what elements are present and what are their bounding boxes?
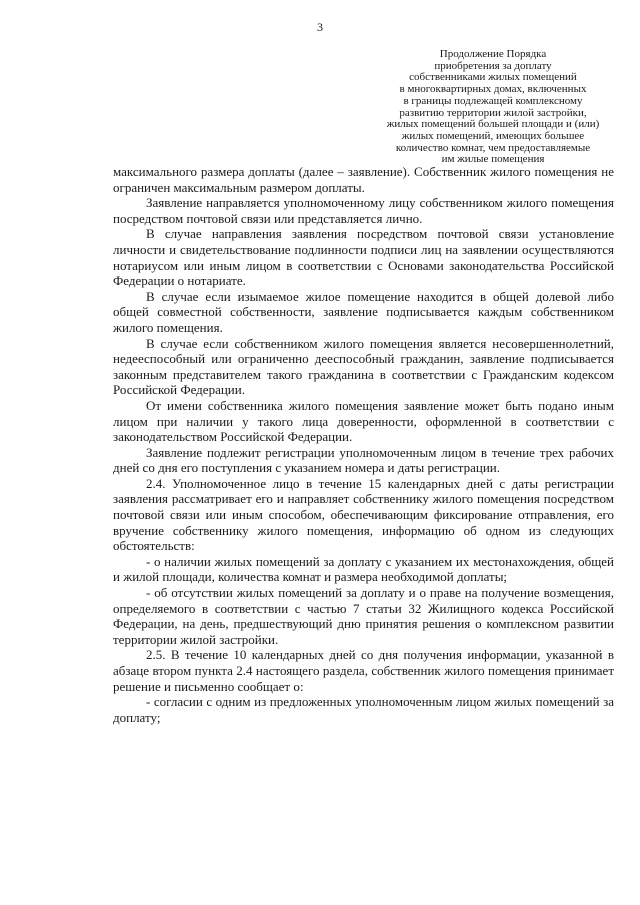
- header-line: в многоквартирных домах, включенных: [399, 83, 587, 96]
- paragraph: Заявление направляется уполномоченному лицу собственником жилого помещения посредством почтовой связи или представляется лично.: [113, 195, 614, 226]
- header-line: собственниками жилых помещений: [409, 71, 577, 84]
- paragraph: От имени собственника жилого помещения заявление может быть подано иным лицом при наличии у такого лица доверенности, оформленной в соответствии с законодательством Российской Федерации.: [113, 397, 614, 445]
- document-body: [113, 164, 614, 725]
- header-line: им жилые помещения: [441, 153, 545, 166]
- list-item: - об отсутствии жилых помещений за доплату и о праве на получение возмещения, определяемого в соответствии с частью 7 статьи 32 Жилищного кодекса Российской Федерации, на день, предшествующий дню принятия решения о комплексном развитии территории жилой застройки.: [113, 585, 614, 647]
- header-line: развитию территории жилой застройки,: [399, 106, 587, 119]
- page-number: 3: [317, 20, 323, 34]
- list-item: - согласии с одним из предложенных уполномоченным лицом жилых помещений за доплату;: [113, 694, 614, 725]
- header-line: жилых помещений, имеющих большее: [401, 129, 585, 142]
- list-item: - о наличии жилых помещений за доплату с указанием их местонахождения, общей и жилой площади, количества комнат и размера необходимой доплаты;: [113, 553, 614, 585]
- header-line: Продолжение Порядка: [439, 48, 547, 60]
- paragraph: Заявление подлежит регистрации уполномоченным лицом в течение трех рабочих дней со дня его поступления с указанием номера и даты регистрации.: [113, 444, 614, 476]
- paragraph: В случае направления заявления посредством почтовой связи установление личности и свидетельствование подлинности подписи лиц на заявлении осуществляются нотариусом или иным лицом в соответствии с Основами законодательства Российской Федерации о нотариате.: [113, 226, 614, 289]
- header-line: в границы подлежащей комплексному: [403, 94, 583, 107]
- paragraph: В случае если изымаемое жилое помещение находится в общей долевой либо общей совместной собственности, заявление подписывается каждым собственником жилого помещения.: [113, 288, 614, 335]
- header-line: приобретения за доплату: [434, 59, 552, 72]
- paragraph: В случае если собственником жилого помещения является несовершеннолетний, недееспособный или ограниченно дееспособный гражданин, заявление подписывается законным представителем такого гражданина в соответствии с Гражданским кодексом Российской Федерации.: [113, 335, 614, 398]
- header-line: жилых помещений большей площади и (или): [386, 118, 600, 131]
- document-header: [368, 49, 618, 166]
- section-paragraph-2-4: 2.4. Уполномоченное лицо в течение 15 календарных дней с даты регистрации заявления рассматривает его и направляет собственнику жилого помещения посредством почтовой связи или иным способом, обеспечивающим фиксирование отправления, его вручение собственнику жилого помещения, информацию об одном из следующих обстоятельств:: [113, 475, 614, 554]
- header-line: количество комнат, чем предоставляемые: [395, 141, 591, 154]
- paragraph: максимального размера доплаты (далее – заявление). Собственник жилого помещения не ограничен максимальным размером доплаты.: [113, 164, 614, 195]
- section-paragraph-2-5: 2.5. В течение 10 календарных дней со дня получения информации, указанной в абзаце втором пункта 2.4 настоящего раздела, собственник жилого помещения принимает решение и письменно сообщает о:: [113, 647, 614, 694]
